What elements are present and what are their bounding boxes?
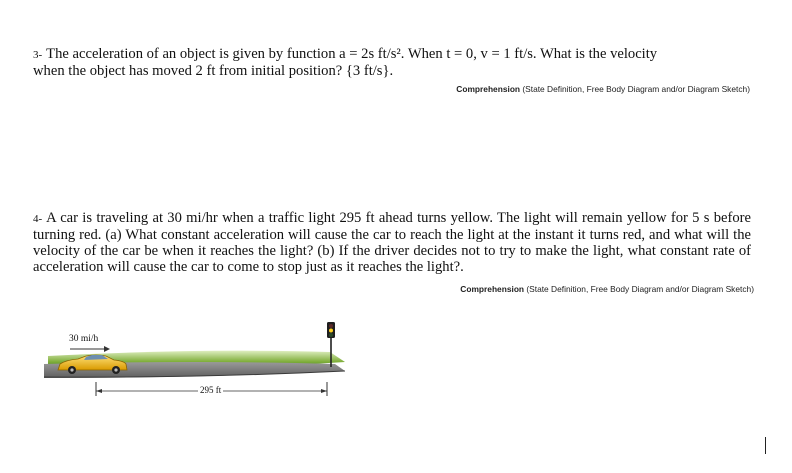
comprehension-detail: (State Definition, Free Body Diagram and/or Diagram Sketch) xyxy=(520,84,750,94)
comprehension-label: Comprehension xyxy=(460,284,525,294)
text-cursor xyxy=(765,437,766,454)
speed-label: 30 mi/h xyxy=(69,334,99,344)
problem-4-number: 4- xyxy=(33,213,43,225)
problem-3-number: 3- xyxy=(33,49,43,61)
problem-4-text: A car is traveling at 30 mi/hr when a traffic light 295 ft ahead turns yellow. The light will remain yellow for 5 s before turning red. (a) What constant acceleration will cause the car to reach the light at the instant it turns red, and what will the velocity of the car be when it reaches the light? (b) If the driver decides not to try to make the light, what constant rate of acceleration will cause the car to come to stop just as it reaches the light?. xyxy=(33,210,751,275)
distance-arrow-right xyxy=(321,389,327,393)
comprehension-label: Comprehension xyxy=(456,84,521,94)
distance-label: 295 ft xyxy=(200,385,222,395)
comprehension-detail: (State Definition, Free Body Diagram and/or Diagram Sketch) xyxy=(524,284,754,294)
problem-3-text-line-1: The acceleration of an object is given by function a = 2s ft/s². When t = 0, v = 1 ft/s. What is the velocity xyxy=(46,46,658,62)
problem-3-text-line-2: when the object has moved 2 ft from initial position? {3 ft/s}. xyxy=(33,63,394,79)
speed-arrow-head xyxy=(104,346,110,352)
distance-arrow-left xyxy=(96,389,102,393)
